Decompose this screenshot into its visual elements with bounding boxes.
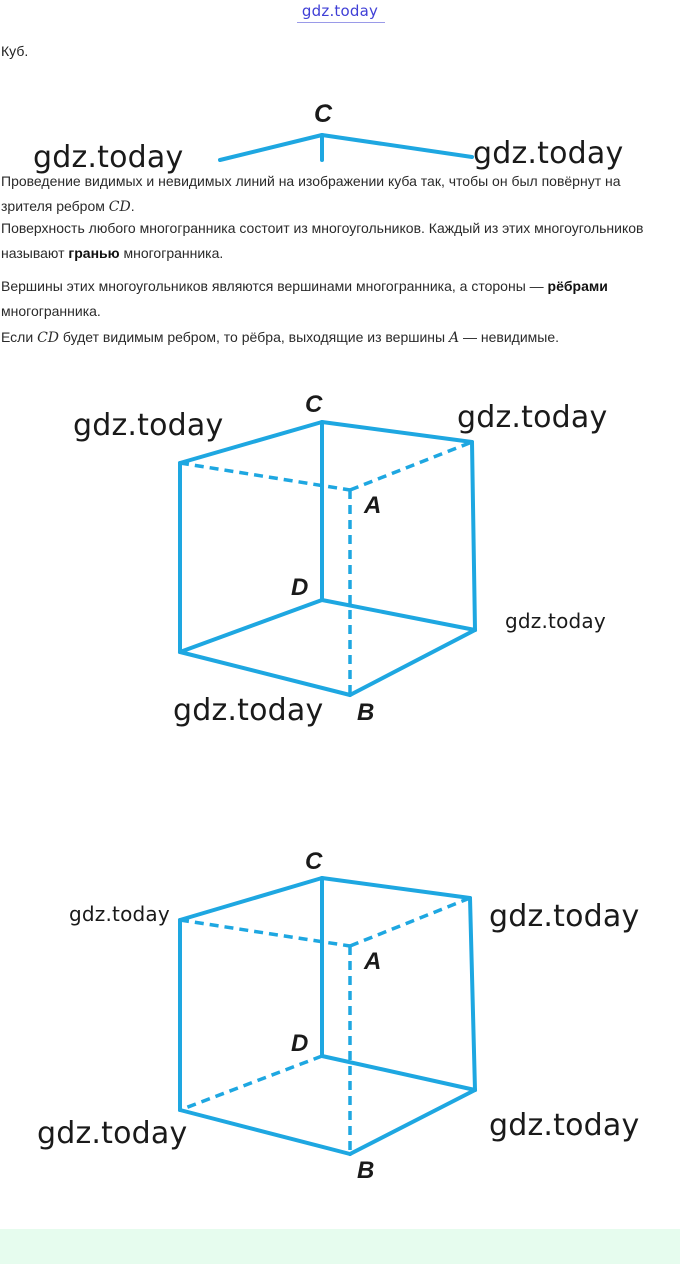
math-a: A <box>448 330 460 346</box>
cube1-vertex-a-label: A <box>364 492 382 519</box>
watermark-text: gdz.today <box>473 136 624 171</box>
fragment-vertex-c-label: C <box>314 100 333 128</box>
cube2-edge <box>322 878 470 898</box>
cube1-edge <box>322 600 475 630</box>
paragraph-4-mid: будет видимым ребром, то рёбра, выходящие из вершины <box>62 329 446 345</box>
cube1-edge <box>180 652 350 695</box>
paragraph-2-text: Поверхность любого многогранника состоит из многоугольников. Каждый из этих многоугольников называют <box>1 220 644 261</box>
cube2-edge <box>350 1090 475 1154</box>
paragraph-4 <box>1 325 671 351</box>
watermark-text: gdz.today <box>173 693 324 728</box>
paragraph-1 <box>1 169 671 220</box>
cube2-vertex-b-label: B <box>357 1157 375 1184</box>
cube2-hidden-edge <box>180 1056 322 1110</box>
paragraph-3-end: многогранника. <box>1 303 101 319</box>
watermark-text: gdz.today <box>33 140 184 175</box>
cube1-hidden-edge <box>350 442 472 490</box>
paragraph-2 <box>1 216 671 266</box>
paragraph-3 <box>1 274 671 324</box>
watermark-text: gdz.today <box>489 899 640 934</box>
cube2-edge <box>180 1110 350 1154</box>
term-edges: рёбрами <box>547 278 608 294</box>
cube2-edge <box>322 1056 475 1090</box>
math-cd: CD <box>37 330 59 346</box>
watermark-text: gdz.today <box>489 1108 640 1143</box>
site-logo-underline <box>297 22 385 23</box>
watermark-text: gdz.today <box>37 1116 188 1151</box>
cube2-vertex-d-label: D <box>291 1030 309 1057</box>
watermark-text: gdz.today <box>457 400 608 435</box>
term-face: гранью <box>68 245 120 261</box>
cube2-hidden-edge <box>180 920 350 946</box>
paragraph-4-start: Если <box>1 329 34 345</box>
site-logo[interactable]: gdz.today <box>301 2 379 20</box>
cube2-hidden-edge <box>350 898 470 946</box>
cube1-vertex-b-label: B <box>357 699 375 726</box>
paragraph-1-text: Проведение видимых и невидимых линий на изображении куба так, чтобы он был повёрнут на зрителя ребром <box>1 173 621 214</box>
cube2-vertex-a-label: A <box>364 948 382 975</box>
fragment-edge-left <box>220 135 322 160</box>
cube2-edge <box>180 878 322 920</box>
math-cd: CD <box>108 199 131 215</box>
watermark-text: gdz.today <box>505 609 606 633</box>
cube2-vertex-c-label: C <box>305 848 323 875</box>
paragraph-1-end: . <box>130 198 135 214</box>
cube1-vertex-c-label: C <box>305 391 323 418</box>
cube1-edge <box>180 600 322 652</box>
watermark-text: gdz.today <box>73 408 224 443</box>
cube2-edge <box>470 898 475 1090</box>
cube1-vertex-d-label: D <box>291 574 309 601</box>
paragraph-3-text: Вершины этих многоугольников являются вершинами многогранника, а стороны — <box>1 278 544 294</box>
cube1-edge <box>322 422 472 442</box>
cube1-edge <box>472 442 475 630</box>
page-title: Куб. <box>1 43 29 59</box>
paragraph-4-end: — невидимые. <box>462 329 560 345</box>
watermark-text: gdz.today <box>69 902 170 926</box>
fragment-edge-right <box>322 135 472 157</box>
paragraph-2-end: многогранника. <box>123 245 224 261</box>
footer-band <box>0 1229 680 1264</box>
cube1-hidden-edge <box>180 463 350 490</box>
cube1-edge <box>350 630 475 695</box>
